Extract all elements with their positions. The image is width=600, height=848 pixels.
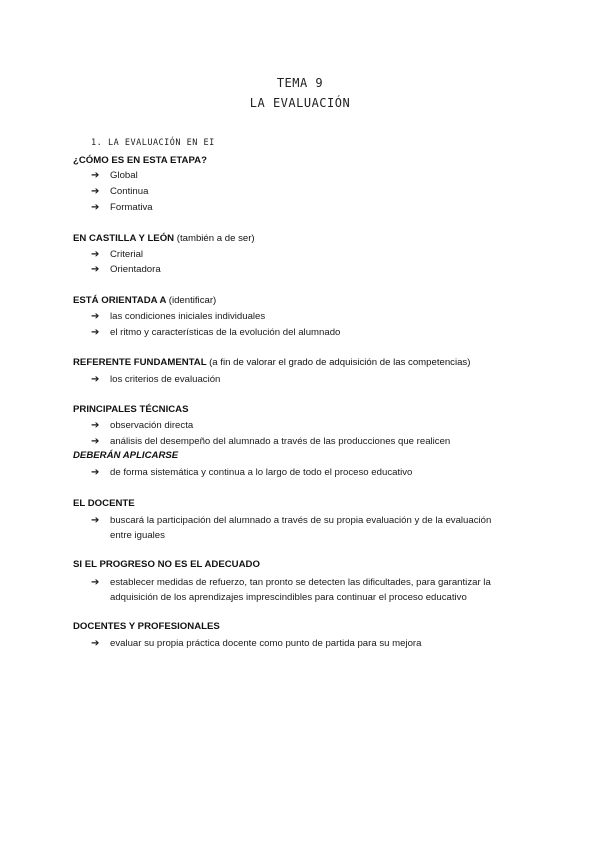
arrow-right-icon: ➔ xyxy=(91,249,100,260)
item-text: Orientadora xyxy=(110,264,161,275)
section-label: LA EVALUACIÓN EN EI xyxy=(108,138,215,148)
heading-note: (a fin de valorar el grado de adquisición de las competencias) xyxy=(209,357,471,368)
list-item xyxy=(91,637,421,651)
list-item xyxy=(91,575,510,605)
list-item xyxy=(91,513,510,543)
heading-text: DEBERÁN APLICARSE xyxy=(73,450,179,461)
item-text: evaluar su propia práctica docente como punto de partida para su mejora xyxy=(110,638,422,649)
arrow-right-icon: ➔ xyxy=(91,311,100,322)
heading-text: DOCENTES Y PROFESIONALES xyxy=(73,621,220,632)
item-text: análisis del desempeño del alumnado a través de las producciones que realicen xyxy=(110,436,451,447)
title-subject: LA EVALUACIÓN xyxy=(249,96,351,110)
title-block xyxy=(0,73,600,113)
arrow-right-icon: ➔ xyxy=(91,638,100,649)
heading-profesionales xyxy=(73,621,220,632)
item-text: de forma sistemática y continua a lo largo de todo el proceso educativo xyxy=(110,467,413,478)
arrow-right-icon: ➔ xyxy=(91,264,100,275)
list-item xyxy=(91,310,265,324)
section-number: 1. xyxy=(91,138,103,148)
heading-progreso xyxy=(73,559,260,570)
arrow-right-icon: ➔ xyxy=(91,420,100,431)
item-text: observación directa xyxy=(110,420,194,431)
heading-note: (identificar) xyxy=(168,295,217,306)
arrow-right-icon: ➔ xyxy=(91,467,100,478)
list-item xyxy=(91,169,138,183)
heading-docente xyxy=(73,498,135,509)
list-item xyxy=(91,263,161,277)
item-text: Formativa xyxy=(110,202,153,213)
item-text: las condiciones iniciales individuales xyxy=(110,311,266,322)
heading-text: EN CASTILLA Y LEÓN xyxy=(73,233,175,244)
heading-castilla-leon xyxy=(73,233,255,244)
item-text: buscará la participación del alumnado a través de su propia evaluación y de la evaluación entre iguales xyxy=(110,515,492,541)
list-item xyxy=(91,201,153,215)
list-item xyxy=(91,419,193,433)
arrow-right-icon: ➔ xyxy=(91,436,100,447)
arrow-right-icon: ➔ xyxy=(91,186,100,197)
heading-text: ¿CÓMO ES EN ESTA ETAPA? xyxy=(73,155,207,166)
item-text: Global xyxy=(110,170,138,181)
item-text: establecer medidas de refuerzo, tan pronto se detecten las dificultades, para garantizar la adquisición de los aprendizajes imprescindibles para continuar el proceso educativo xyxy=(110,577,491,603)
heading-orientada xyxy=(73,295,216,306)
heading-text: EL DOCENTE xyxy=(73,498,135,509)
title-topic: TEMA 9 xyxy=(276,76,324,90)
heading-tecnicas xyxy=(73,404,189,415)
heading-note: (también a de ser) xyxy=(176,233,255,244)
heading-text: ESTÁ ORIENTADA A xyxy=(73,295,167,306)
heading-referente xyxy=(73,357,470,368)
heading-text: REFERENTE FUNDAMENTAL xyxy=(73,357,207,368)
heading-aplicarse xyxy=(73,450,178,461)
list-item xyxy=(91,248,143,262)
item-text: Criterial xyxy=(110,249,144,260)
arrow-right-icon: ➔ xyxy=(91,327,100,338)
item-text: los criterios de evaluación xyxy=(110,374,221,385)
arrow-right-icon: ➔ xyxy=(91,170,100,181)
list-item xyxy=(91,326,340,340)
section-heading xyxy=(91,138,215,148)
arrow-right-icon: ➔ xyxy=(91,577,100,588)
heading-como-es xyxy=(73,155,207,166)
list-item xyxy=(91,466,412,480)
list-item xyxy=(91,185,148,199)
item-text: el ritmo y características de la evolución del alumnado xyxy=(110,327,341,338)
item-text: Continua xyxy=(110,186,149,197)
list-item xyxy=(91,373,220,387)
arrow-right-icon: ➔ xyxy=(91,202,100,213)
arrow-right-icon: ➔ xyxy=(91,515,100,526)
heading-text: SI EL PROGRESO NO ES EL ADECUADO xyxy=(73,559,260,570)
heading-text: PRINCIPALES TÉCNICAS xyxy=(73,404,189,415)
list-item xyxy=(91,435,450,449)
arrow-right-icon: ➔ xyxy=(91,374,100,385)
